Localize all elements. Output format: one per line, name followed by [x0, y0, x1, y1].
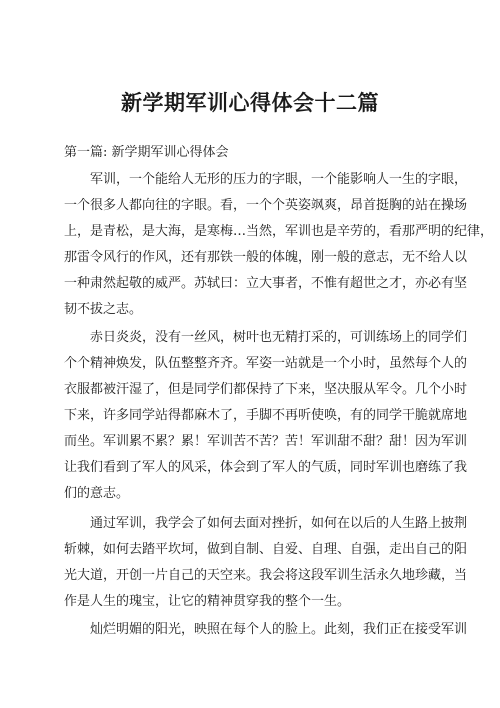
- text-line: 个个精神焕发，队伍整整齐齐。军姿一站就是一个小时，虽然每个人的: [64, 356, 468, 371]
- text-line: 光大道，开创一片自己的天空来。我会将这段军训生活永久地珍藏，当: [64, 568, 468, 583]
- text-line: 那雷令风行的作风，还有那铁一般的体魄，刚一般的意志，无不给人以: [64, 250, 468, 265]
- text-line: 通过军训，我学会了如何去面对挫折，如何在以后的人生路上披荆: [90, 516, 468, 531]
- document-title: 新学期军训心得体会十二篇: [121, 90, 379, 115]
- text-line: 而坐。军训累不累？累！军训苦不苦？苦！军训甜不甜？甜！因为军训: [64, 434, 468, 449]
- text-line: 让我们看到了军人的风采，体会到了军人的气质，同时军训也磨练了我: [64, 460, 468, 475]
- text-line: 一种肃然起敬的威严。苏轼曰：立大事者，不惟有超世之才，亦必有坚: [64, 276, 468, 291]
- text-line: 韧不拔之志。: [64, 302, 143, 317]
- text-line: 下来，许多同学站得都麻木了，手脚不再听使唤，有的同学干脆就席地: [64, 408, 468, 423]
- text-line: 一个很多人都向往的字眼。看，一个个英姿飒爽，昂首挺胸的站在操场: [64, 198, 468, 213]
- text-line: 灿烂明媚的阳光，映照在每个人的脸上。此刻，我们正在接受军训: [90, 622, 468, 637]
- text-line: 上，是青松，是大海，是寒梅…当然，军训也是辛劳的，看那严明的纪律，: [64, 224, 494, 239]
- text-line: 赤日炎炎，没有一丝风，树叶也无精打采的，可训练场上的同学们: [90, 330, 468, 345]
- text-line: 们的意志。: [64, 486, 130, 501]
- text-line: 作是人生的瑰宝，让它的精神贯穿我的整个一生。: [64, 594, 351, 609]
- section-heading: 第一篇: 新学期军训心得体会: [64, 145, 229, 160]
- text-line: 衣服都被汗湿了，但是同学们都保持了下来，坚决服从军令。几个小时: [64, 382, 468, 397]
- text-line: 军训，一个能给人无形的压力的字眼，一个能影响人一生的字眼，: [90, 172, 468, 187]
- text-line: 斩棘，如何去踏平坎坷，做到自制、自爱、自理、自强，走出自己的阳: [64, 542, 468, 557]
